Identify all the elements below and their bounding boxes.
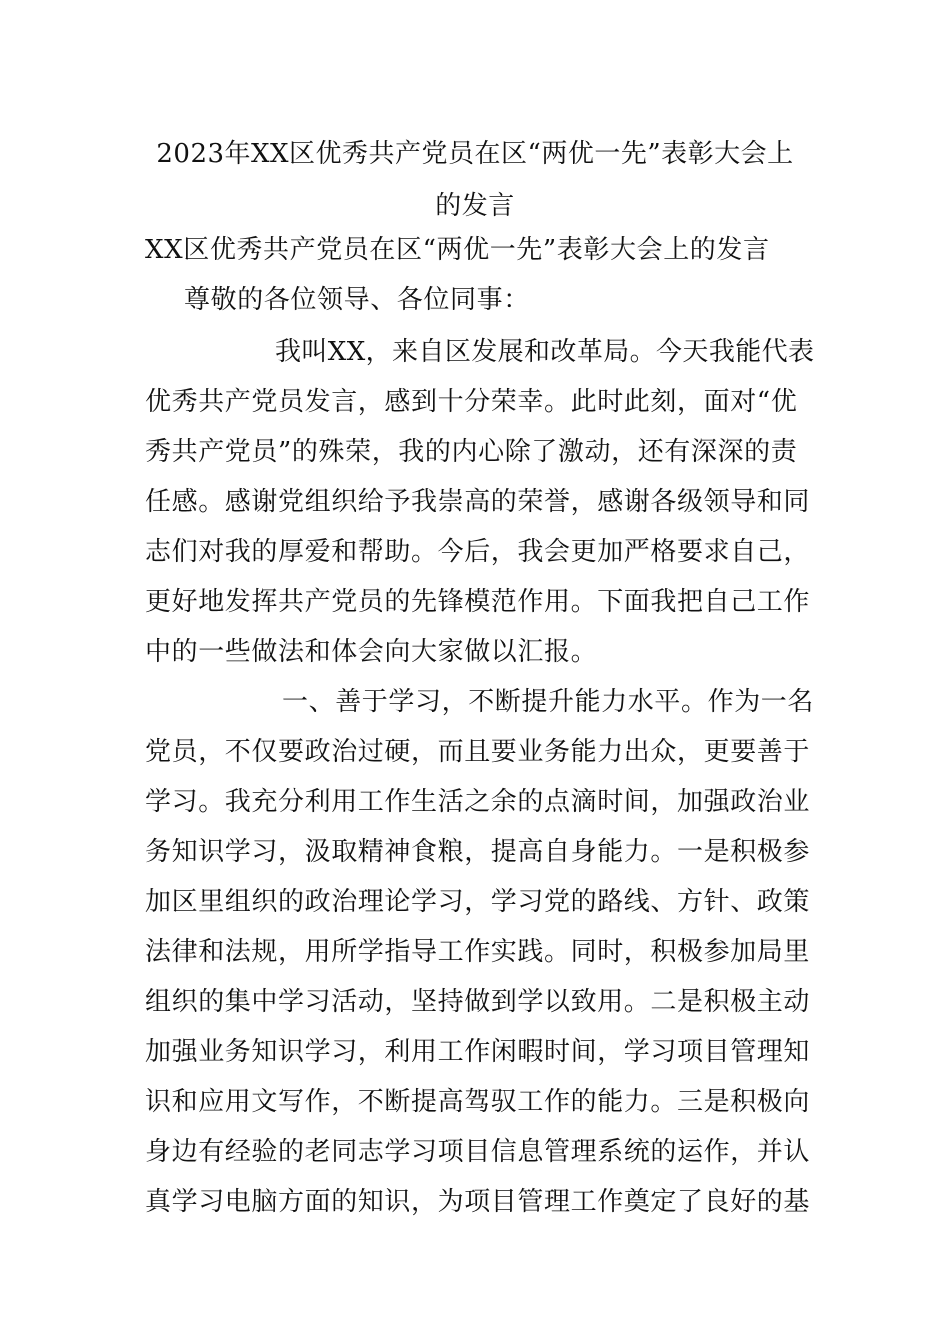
- p2-line-6: 法律和法规，用所学指导工作实践。同时，积极参加局里: [145, 937, 811, 967]
- p1-line-4: 任感。感谢党组织给予我崇高的荣誉，感谢各级领导和同: [145, 487, 811, 517]
- p2-line-7: 组织的集中学习活动，坚持做到学以致用。二是积极主动: [145, 987, 811, 1017]
- p2-line-2: 党员，不仅要政治过硬，而且要业务能力出众，更要善于: [145, 737, 811, 767]
- p2-line-1: 一、善于学习，不断提升能力水平。作为一名: [282, 687, 815, 717]
- p2-line-4: 务知识学习，汲取精神食粮，提高自身能力。一是积极参: [145, 837, 811, 867]
- p1-line-2: 优秀共产党员发言，感到十分荣幸。此时此刻，面对“优: [145, 387, 798, 417]
- p2-line-8: 加强业务知识学习，利用工作闲暇时间，学习项目管理知: [145, 1037, 811, 1067]
- p1-line-1: 我叫XX，来自区发展和改革局。今天我能代表: [275, 337, 815, 367]
- document-title: [130, 128, 820, 232]
- p2-line-10: 身边有经验的老同志学习项目信息管理系统的运作，并认: [145, 1137, 811, 1167]
- title-line-2: 的发言: [435, 191, 515, 221]
- p2-line-5: 加区里组织的政治理论学习，学习党的路线、方针、政策: [145, 887, 811, 917]
- title-line-1: 2023年XX区优秀共产党员在区“两优一先”表彰大会上: [156, 139, 794, 169]
- subtitle: XX区优秀共产党员在区“两优一先”表彰大会上的发言: [145, 235, 770, 265]
- p1-line-5: 志们对我的厚爱和帮助。今后，我会更加严格要求自己，: [145, 537, 811, 567]
- p2-line-11: 真学习电脑方面的知识，为项目管理工作奠定了良好的基: [145, 1187, 811, 1217]
- p2-line-9: 识和应用文写作，不断提高驾驭工作的能力。三是积极向: [145, 1087, 811, 1117]
- p1-line-6: 更好地发挥共产党员的先锋模范作用。下面我把自己工作: [145, 587, 811, 617]
- p2-line-3: 学习。我充分利用工作生活之余的点滴时间，加强政治业: [145, 787, 811, 817]
- p1-line-7: 中的一些做法和体会向大家做以汇报。: [145, 637, 598, 667]
- p1-line-3: 秀共产党员”的殊荣，我的内心除了激动，还有深深的责: [145, 437, 798, 467]
- salutation: 尊敬的各位领导、各位同事：: [184, 285, 530, 315]
